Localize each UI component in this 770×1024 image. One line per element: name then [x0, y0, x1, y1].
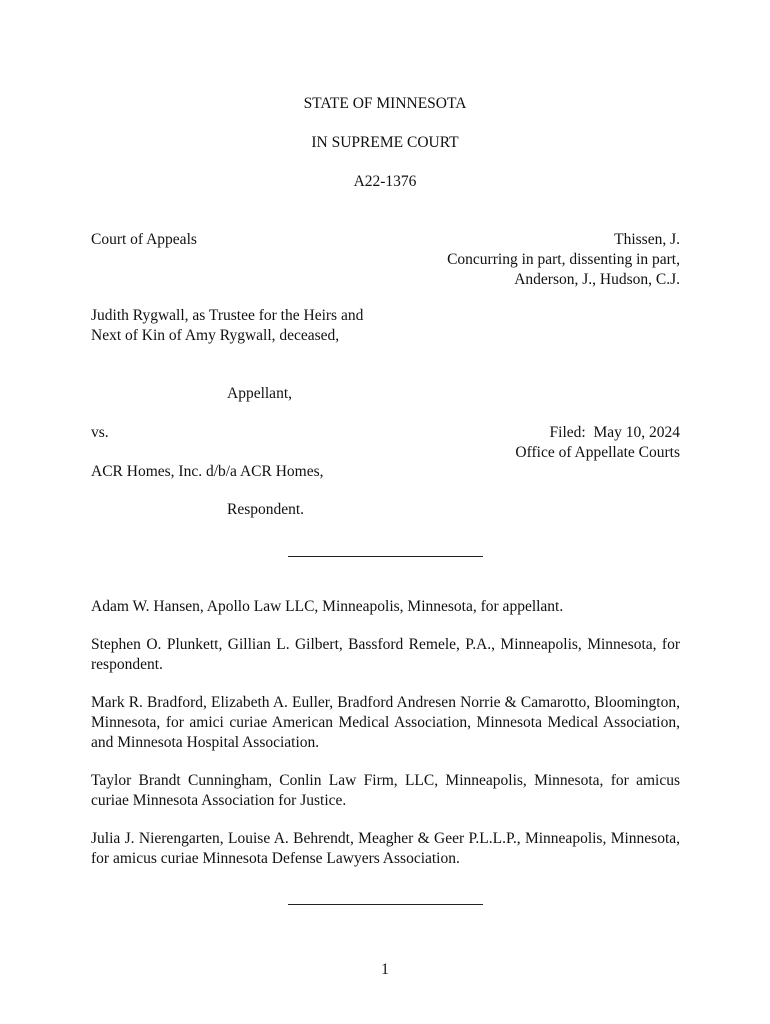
filed-line: Office of Appellate Courts: [515, 444, 680, 461]
filed-block: [515, 423, 680, 463]
counsel-paragraph: Adam W. Hansen, Apollo Law LLC, Minneapolis, Minnesota, for appellant.: [91, 598, 564, 615]
versus: vs.: [91, 424, 109, 441]
respondent-role: Respondent.: [227, 501, 305, 518]
author-line: Concurring in part, dissenting in part,: [447, 251, 680, 268]
counsel-paragraph: Stephen O. Plunkett, Gillian L. Gilbert, Bassford Remele, P.A., Minneapolis, Minnesota, for respondent.: [91, 636, 680, 673]
counsel-paragraph: Taylor Brandt Cunningham, Conlin Law Firm, LLC, Minneapolis, Minnesota, for amicus curiae Minnesota Association for Justice.: [91, 772, 680, 809]
docket-number: A22-1376: [353, 173, 417, 190]
appellant-name: [91, 306, 363, 346]
appellant-name-line: Next of Kin of Amy Rygwall, deceased,: [91, 327, 340, 344]
court-heading: IN SUPREME COURT: [311, 134, 459, 151]
caption-divider: [288, 556, 483, 557]
filed-line: Filed: May 10, 2024: [549, 424, 680, 441]
counsel-paragraph: Julia J. Nierengarten, Louise A. Behrendt, Meagher & Geer P.L.L.P., Minneapolis, Minnesota, for amicus curiae Minnesota Defense Lawyers Association.: [91, 830, 680, 867]
counsel-divider: [288, 904, 483, 905]
origin-court: Court of Appeals: [91, 231, 197, 248]
counsel-paragraph: Mark R. Bradford, Elizabeth A. Euller, Bradford Andresen Norrie & Camarotto, Bloomington, Minnesota, for amici curiae American Medical Association, Minnesota Medical Association, and Minnesota Hospital Association.: [91, 694, 680, 751]
appellant-name-line: Judith Rygwall, as Trustee for the Heirs and: [91, 307, 364, 324]
respondent-name: ACR Homes, Inc. d/b/a ACR Homes,: [91, 463, 324, 480]
author-block: [447, 230, 680, 290]
appellant-role: Appellant,: [227, 385, 292, 402]
page-number: 1: [381, 961, 389, 978]
state-heading: STATE OF MINNESOTA: [303, 95, 467, 112]
author-line: Anderson, J., Hudson, C.J.: [514, 271, 680, 288]
author-line: Thissen, J.: [614, 231, 680, 248]
